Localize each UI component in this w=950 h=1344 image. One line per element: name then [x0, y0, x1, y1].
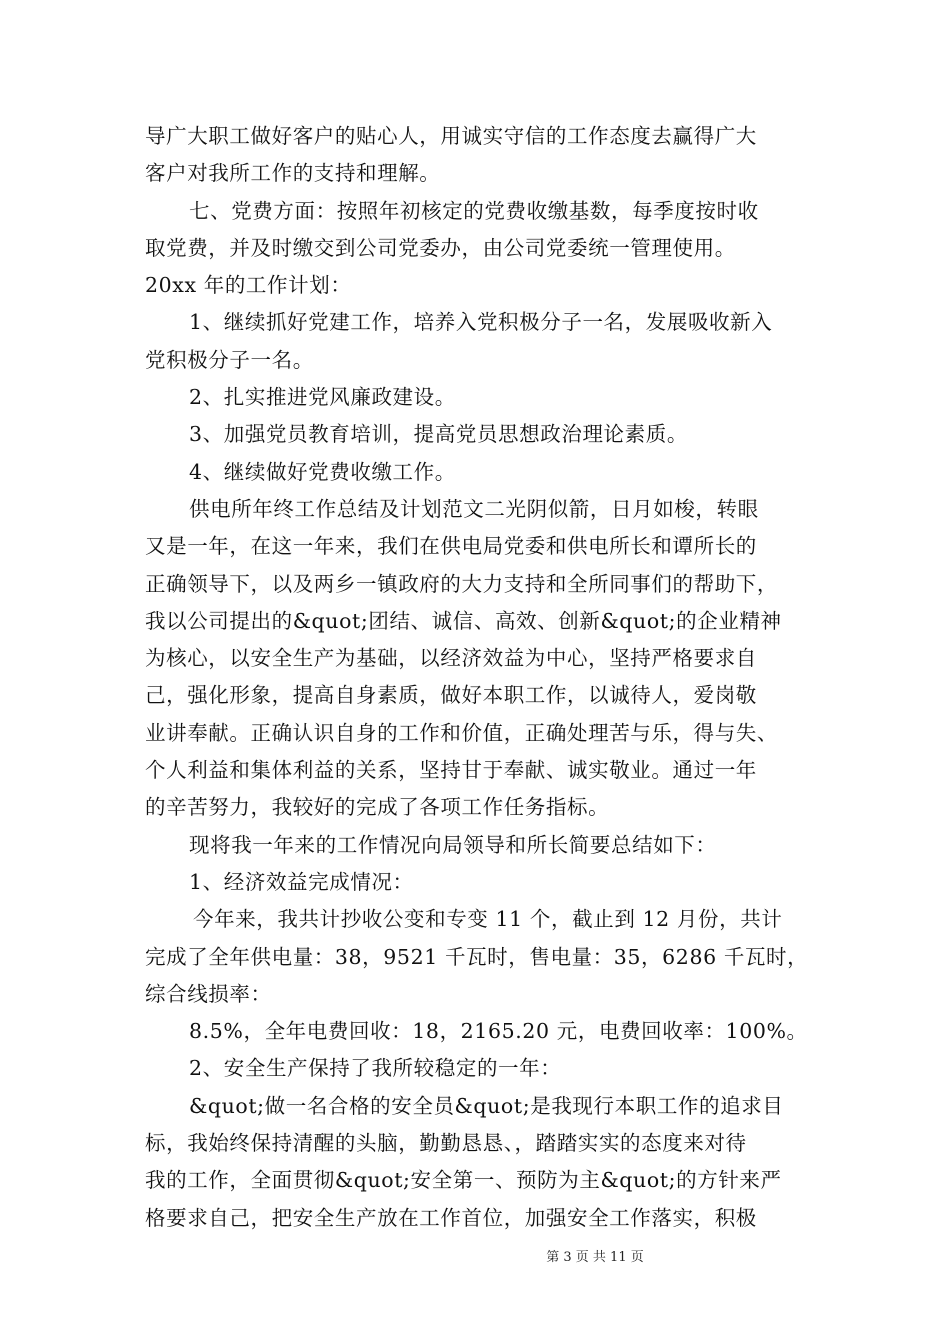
text-line: 我以公司提出的&quot;团结、诚信、高效、创新&quot;的企业精神	[145, 608, 782, 633]
document-body	[145, 118, 815, 1237]
text-line: 又是一年，在这一年来，我们在供电局党委和供电所长和谭所长的	[145, 534, 757, 559]
page-number: 第 3 页 共 11 页	[546, 1250, 644, 1265]
text-line: 客户对我所工作的支持和理解。	[145, 161, 441, 186]
text-line: 取党费，并及时缴交到公司党委办，由公司党委统一管理使用。	[145, 235, 736, 260]
text-line: 现将我一年来的工作情况向局领导和所长简要总结如下：	[189, 832, 717, 857]
text-line: 完成了全年供电量：38，9521 千瓦时，售电量：35，6286 千瓦时，	[145, 944, 809, 969]
text-line: 的辛苦努力，我较好的完成了各项工作任务指标。	[145, 795, 610, 820]
text-line: &quot;做一名合格的安全员&quot;是我现行本职工作的追求目	[189, 1093, 784, 1118]
text-line: 七、党费方面：按照年初核定的党费收缴基数，每季度按时收	[189, 198, 759, 223]
text-line: 为核心，以安全生产为基础，以经济效益为中心，坚持严格要求自	[145, 646, 757, 671]
text-line: 正确领导下，以及两乡一镇政府的大力支持和全所同事们的帮助下，	[145, 571, 778, 596]
text-line: 1、经济效益完成情况：	[189, 869, 414, 894]
text-line: 标，我始终保持清醒的头脑，勤勤恳恳、，踏踏实实的态度来对待	[145, 1131, 747, 1156]
text-line: 格要求自己，把安全生产放在工作首位，加强安全工作落实，积极	[145, 1205, 757, 1230]
text-line: 导广大职工做好客户的贴心人，用诚实守信的工作态度去赢得广大	[145, 124, 757, 148]
text-line: 综合线损率：	[145, 981, 272, 1006]
text-line: 己，强化形象，提高自身素质，做好本职工作，以诚待人，爱岗敬	[145, 683, 757, 708]
text-line: 1、继续抓好党建工作，培养入党积极分子一名，发展吸收新入	[189, 310, 773, 335]
text-line: 20xx 年的工作计划：	[145, 273, 352, 298]
text-line: 8.5%，全年电费回收：18，2165.20 元，电费回收率：100%。	[189, 1019, 808, 1044]
text-line: 业讲奉献。正确认识自身的工作和价值，正确处理苦与乐，得与失、	[145, 720, 778, 745]
text-line: 我的工作，全面贯彻&quot;安全第一、预防为主&quot;的方针来严	[145, 1168, 782, 1193]
text-line: 供电所年终工作总结及计划范文二光阴似箭，日月如梭，转眼	[189, 496, 759, 521]
text-line: 2、扎实推进党风廉政建设。	[189, 385, 456, 410]
text-line: 3、加强党员教育培训，提高党员思想政治理论素质。	[189, 422, 688, 447]
text-line: 个人利益和集体利益的关系，坚持甘于奉献、诚实敬业。通过一年	[145, 758, 757, 783]
text-line: 党积极分子一名。	[145, 347, 314, 372]
text-line: 4、继续做好党费收缴工作。	[189, 459, 456, 484]
text-line: 今年来，我共计抄收公变和专变 11 个，截止到 12 月份，共计	[193, 907, 783, 932]
text-line: 2、安全生产保持了我所较稳定的一年：	[189, 1056, 562, 1081]
